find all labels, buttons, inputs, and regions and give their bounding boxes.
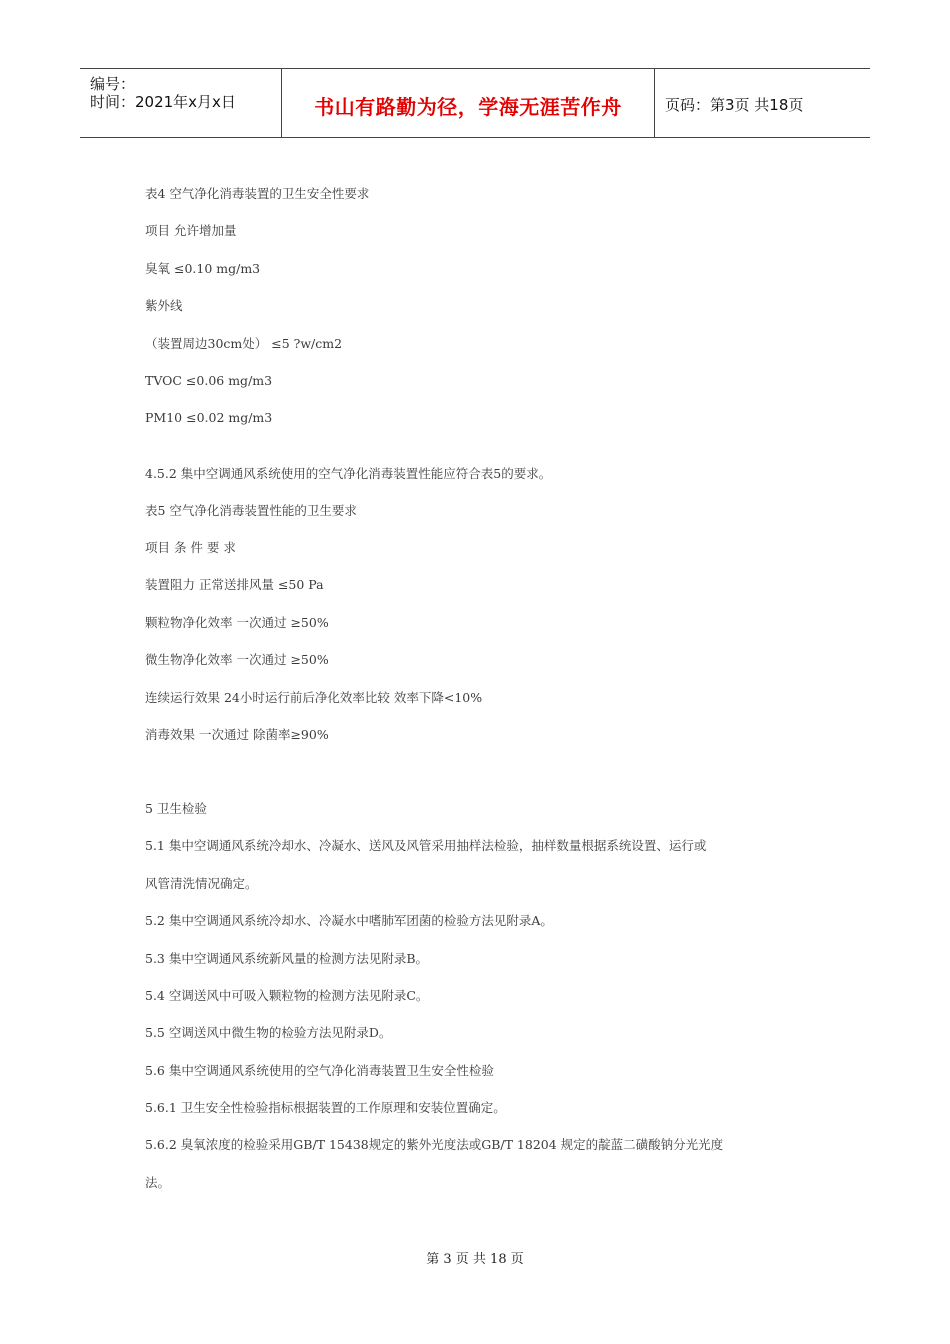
table5-row-resistance: 装置阻力 正常送排风量 ≤50 Pa (145, 577, 324, 592)
paragraph-5-4: 5.4 空调送风中可吸入颗粒物的检测方法见附录C。 (145, 988, 429, 1003)
paragraph-5-6: 5.6 集中空调通风系统使用的空气净化消毒装置卫生安全性检验 (145, 1063, 494, 1078)
paragraph-5-1: 5.1 集中空调通风系统冷却水、冷凝水、送风及风管采用抽样法检验，抽样数量根据系统设置、运行或 (145, 838, 707, 853)
table4-caption: 表4 空气净化消毒装置的卫生安全性要求 (145, 186, 370, 201)
header-page-cell (655, 69, 870, 137)
table5-caption: 表5 空气净化消毒装置性能的卫生要求 (145, 503, 357, 518)
paragraph-4-5-2: 4.5.2 集中空调通风系统使用的空气净化消毒装置性能应符合表5的要求。 (145, 466, 552, 481)
header-motto: 书山有路勤为径，学海无涯苦作舟 (314, 95, 622, 119)
table5-row-particle: 颗粒物净化效率 一次通过 ≥50% (145, 615, 329, 630)
document-header (80, 68, 870, 138)
header-meta-cell (80, 69, 282, 137)
page-footer: 第 3 页 共 18 页 (426, 1252, 524, 1267)
table4-row-pm10: PM10 ≤0.02 mg/m3 (145, 410, 273, 425)
table5-row-continuous: 连续运行效果 24小时运行前后净化效率比较 效率下降<10% (145, 690, 483, 705)
paragraph-5-6-2: 5.6.2 臭氧浓度的检验采用GB/T 15438规定的紫外光度法或GB/T 18204 规定的靛蓝二磺酸钠分光光度 (145, 1137, 724, 1152)
header-motto-cell (282, 69, 655, 137)
paragraph-5-3: 5.3 集中空调通风系统新风量的检测方法见附录B。 (145, 951, 429, 966)
paragraph-5-2: 5.2 集中空调通风系统冷却水、冷凝水中嗜肺军团菌的检验方法见附录A。 (145, 913, 553, 928)
section-5-heading: 5 卫生检验 (145, 801, 207, 816)
table4-row-tvoc: TVOC ≤0.06 mg/m3 (145, 373, 273, 388)
table5-row-microbe: 微生物净化效率 一次通过 ≥50% (145, 652, 329, 667)
paragraph-5-1-cont: 风管清洗情况确定。 (145, 876, 258, 891)
header-page-label: 页码：第3页 共18页 (665, 96, 804, 114)
table4-header-row: 项目 允许增加量 (145, 223, 237, 238)
table5-header-row: 项目 条 件 要 求 (145, 540, 236, 555)
table5-row-disinfection: 消毒效果 一次通过 除菌率≥90% (145, 727, 329, 742)
table4-row-ozone: 臭氧 ≤0.10 mg/m3 (145, 261, 261, 276)
document-time-label: 时间：2021年x月x日 (90, 93, 236, 111)
paragraph-5-5: 5.5 空调送风中微生物的检验方法见附录D。 (145, 1025, 392, 1040)
paragraph-5-6-1: 5.6.1 卫生安全性检验指标根据装置的工作原理和安装位置确定。 (145, 1100, 506, 1115)
table4-row-uv: 紫外线 (145, 298, 183, 313)
paragraph-5-6-2-cont: 法。 (145, 1175, 171, 1190)
table4-row-uv-detail: （装置周边30cm处） ≤5 ?w/cm2 (145, 336, 343, 351)
document-number-label: 编号： (90, 75, 136, 93)
